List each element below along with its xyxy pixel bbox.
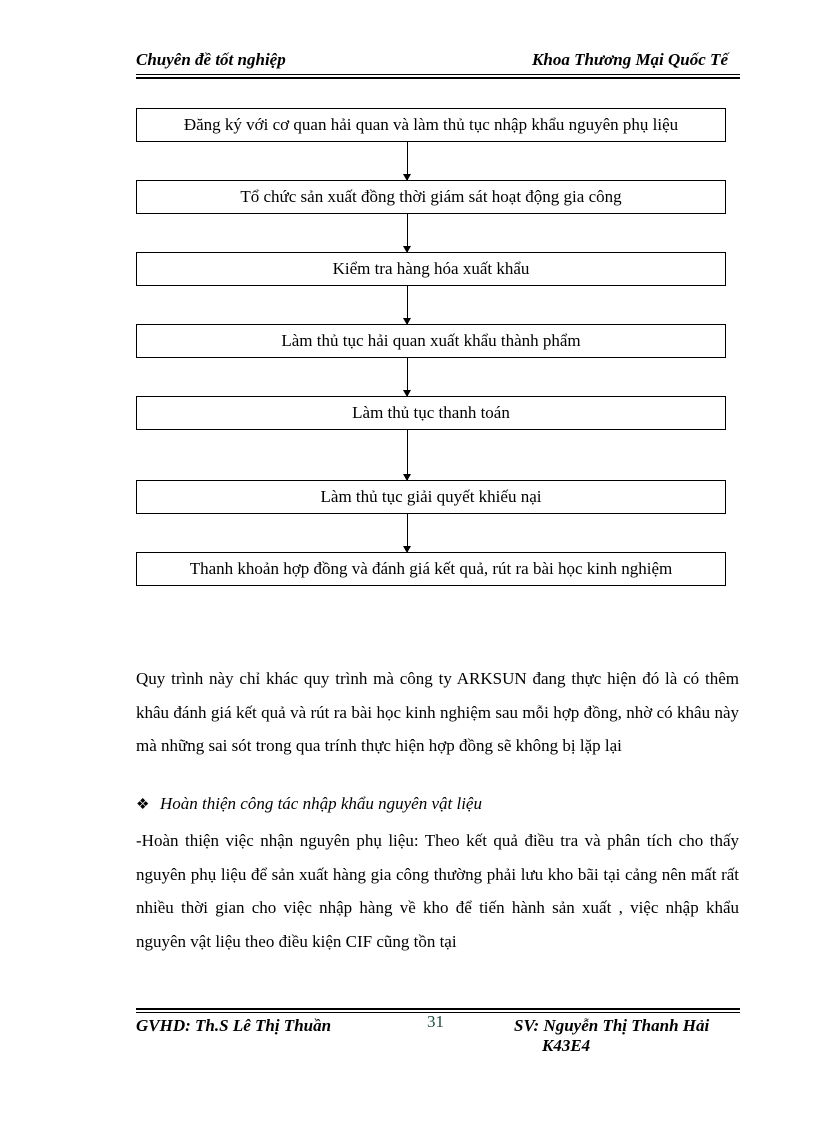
flow-arrow-6 [407,514,408,552]
flow-arrow-5 [407,430,408,480]
diamond-bullet-icon: ❖ [136,796,150,813]
paragraph-2: -Hoàn thiện việc nhận nguyên phụ liệu: Theo kết quả điều tra và phân tích cho thấy nguyên phụ liệu để sản xuất hàng gia công thường phải lưu kho bãi tại cảng nên mất rất nhiều thời gian cho việc nhập hàng về kho để tiến hành sản xuất , việc nhập khẩu nguyên vật liệu theo điều kiện CIF cũng tồn tại [136,831,739,951]
flow-arrow-3 [407,286,408,324]
flow-arrow-2 [407,214,408,252]
header-rule-thin [136,74,740,75]
flow-step-3: Kiểm tra hàng hóa xuất khẩu [136,252,726,286]
header-rule-thick [136,77,740,79]
header-right: Khoa Thương Mại Quốc Tế [532,50,728,69]
flow-step-7: Thanh khoản hợp đồng và đánh giá kết quả, rút ra bài học kinh nghiệm [136,552,726,586]
bullet-heading [136,794,482,814]
flow-arrow-1 [407,142,408,180]
flow-arrow-4 [407,358,408,396]
footer-right-line2: K43E4 [542,1036,591,1055]
bullet-heading-text: Hoàn thiện công tác nhập khẩu nguyên vật liệu [160,794,482,813]
footer-left: GVHD: Th.S Lê Thị Thuần [136,1016,332,1035]
flow-step-1: Đăng ký với cơ quan hải quan và làm thủ tục nhập khẩu nguyên phụ liệu [136,108,726,142]
page-number: 31 [427,1012,444,1031]
flow-step-6: Làm thủ tục giải quyết khiếu nại [136,480,726,514]
flow-step-4: Làm thủ tục hải quan xuất khẩu thành phẩm [136,324,726,358]
paragraph-1: Quy trình này chỉ khác quy trình mà công ty ARKSUN đang thực hiện đó là có thêm khâu đánh giá kết quả và rút ra bài học kinh nghiệm sau mỗi hợp đồng, nhờ có khâu này mà những sai sót trong qua trính thực hiện hợp đồng sẽ không bị lặp lại [136,669,739,756]
flow-step-5: Làm thủ tục thanh toán [136,396,726,430]
footer-right-line1: SV: Nguyễn Thị Thanh Hải [514,1016,710,1035]
footer-rule-thick [136,1008,740,1010]
header-left: Chuyên đề tốt nghiệp [136,50,286,69]
flow-step-2: Tổ chức sản xuất đồng thời giám sát hoạt động gia công [136,180,726,214]
